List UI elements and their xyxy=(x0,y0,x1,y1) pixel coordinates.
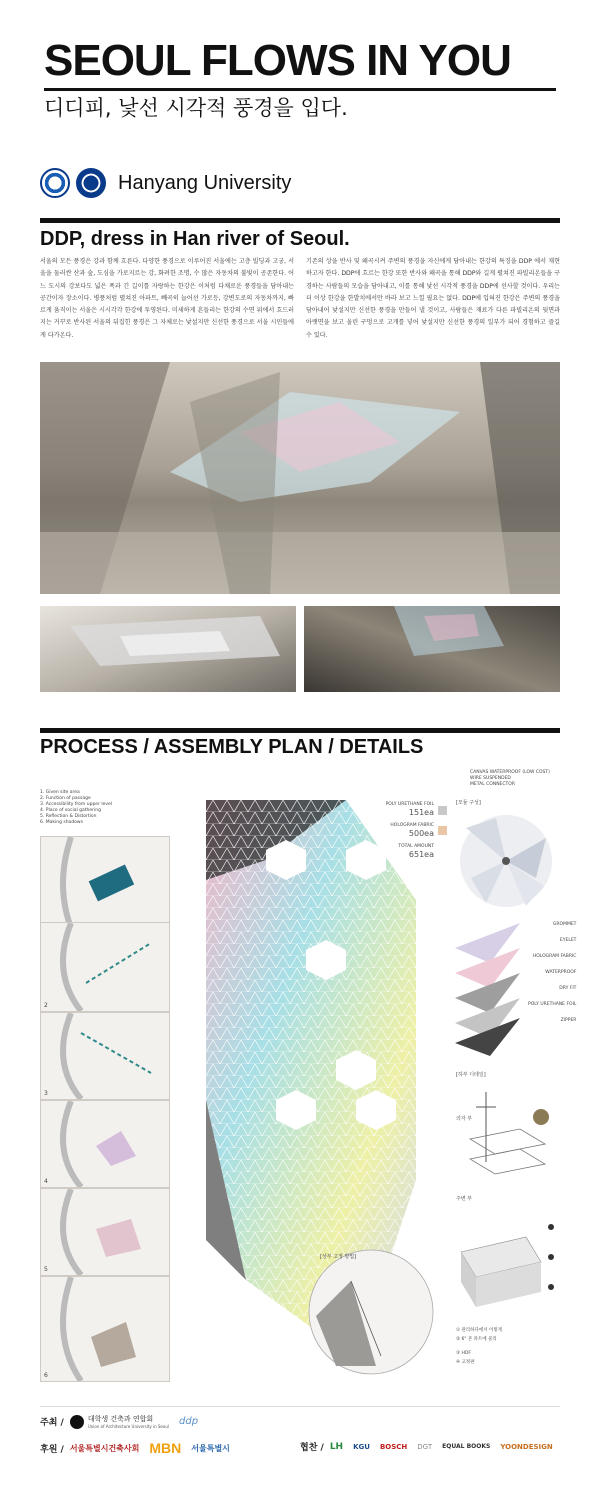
process-thumb: 2 xyxy=(40,922,170,1012)
uaus-logo-icon xyxy=(70,1415,84,1429)
note: 5. Reflection & Distortion xyxy=(40,814,97,819)
material-legend xyxy=(360,802,434,859)
module-top-notes: CANVAS WATERPROOF (LOW COST) WIRE SUSPENDED METAL CONNECTOR xyxy=(470,770,550,787)
legend-value: 151ea xyxy=(408,808,434,817)
note: 6. Making shadows xyxy=(40,820,83,825)
host-org: 대학생 건축과 연합회 xyxy=(87,1415,154,1423)
seat-detail-diagram xyxy=(460,1124,556,1184)
partner-logo: DGT xyxy=(417,1442,433,1451)
process-thumb: 3 xyxy=(40,1012,170,1100)
body-text-right: 기존의 상을 반사 및 왜곡시켜 주변의 풍경을 자신에게 담아내는 한강의 특징을 DDP 에서 재현 하고자 한다. DDP에 흐르는 한강 또한 반사와 왜곡을 통해 DDP와 길게 펼쳐진 파빌리온들을 구경하는 사람들의 모습을 담아내고, 이를 통해 낯선 시각적 풍경을 DDP에 선사할 것이다. 우리는 더 이상 한강을 한발치에서만 바라 보고 느낄 필요는 없다. DDP에 입혀진 한강은 주변의 풍경을 담아내어 낯설지만 신선한 풍경을 만들어 낼 것이고, 사람들은 재료가 다른 파빌리온의 뒷면과 아랫면을 보고 올린 구멍으로 고개를 넣어 낯설지만 신선한 풍경의 일부가 되어 경험하고 즐길 수 있다. xyxy=(306,258,560,339)
sponsor-label: 후원 / xyxy=(40,1444,64,1455)
section-divider xyxy=(40,218,560,223)
bench-diagram xyxy=(456,1222,560,1322)
bottom-detail-label: [하부 디테일] xyxy=(456,1072,486,1078)
ddp-logo: ddp xyxy=(179,1416,199,1427)
note: 1. Given site area xyxy=(40,790,80,795)
fix-method-label: [상부 고정 방법] xyxy=(320,1254,357,1260)
process-thumb: 4 xyxy=(40,1100,170,1188)
partner-logo: YOONDESIGN xyxy=(500,1442,553,1451)
affiliation-row xyxy=(40,168,291,198)
legend-label: POLY URETHANE FOIL xyxy=(385,802,434,807)
partner-logo: LH xyxy=(329,1441,344,1452)
layer-labels: GROMMET EYELET HOLOGRAM FABRIC WATERPROOF DRY FIT POLY URETHANE FOIL ZIPPER xyxy=(528,922,577,1023)
module-label: [모듈 구성] xyxy=(456,800,481,806)
section-heading: DDP, dress in Han river of Seoul. xyxy=(40,228,350,250)
process-thumb: 5 xyxy=(40,1188,170,1276)
partner-label: 협찬 / xyxy=(300,1443,324,1453)
note: 2. Function of passage xyxy=(40,796,91,801)
partner-logo: BOSCH xyxy=(379,1442,408,1451)
note: 3. Accessibility from upper level xyxy=(40,802,113,807)
bottom-items: ① 관리하다에서 이렇게 ② 6" 본 파트에 물리 ③ HOF ④ 고정판 xyxy=(456,1328,503,1365)
sponsor-logo: MBN xyxy=(149,1440,182,1456)
legend-swatch xyxy=(438,806,447,815)
section-divider xyxy=(40,728,560,733)
legend-value: 651ea xyxy=(408,850,434,859)
seat-label: 주변 부 xyxy=(456,1196,473,1202)
university-name: Hanyang University xyxy=(118,171,292,194)
footer-host-row xyxy=(40,1414,198,1429)
note: 4. Place of social gathering xyxy=(40,808,101,813)
partner-logo: EQUAL BOOKS xyxy=(442,1443,491,1450)
sponsor-logo: 서울특별시건축사회 xyxy=(69,1443,140,1453)
footer-sponsor-row xyxy=(40,1440,240,1456)
section-heading: PROCESS / ASSEMBLY PLAN / DETAILS xyxy=(40,736,424,758)
host-label: 주최 / xyxy=(40,1418,64,1428)
seat-label: 의자 부 xyxy=(456,1116,473,1122)
rendering-under-canopy xyxy=(40,606,296,692)
process-thumb: 6 xyxy=(40,1276,170,1382)
rendering-main xyxy=(40,362,560,594)
rendering-night xyxy=(304,606,560,692)
partner-logo: KGU xyxy=(353,1442,370,1451)
sponsor-logo: 서울특별시 xyxy=(191,1443,230,1453)
university-emblem-icon xyxy=(76,168,106,198)
footer-partner-row xyxy=(300,1440,563,1453)
legend-swatch xyxy=(438,826,447,835)
module-diagram xyxy=(456,808,556,914)
fix-detail-callout xyxy=(296,1246,446,1376)
page-title: SEOUL FLOWS IN YOU xyxy=(44,36,511,85)
page-subtitle: 디디피, 낯선 시각적 풍경을 입다. xyxy=(44,96,348,120)
process-notes xyxy=(40,790,112,826)
legend-label: TOTAL AMOUNT xyxy=(398,844,434,849)
host-org-en: Union of Architecture University in Seoul xyxy=(87,1424,169,1429)
body-text-left: 서울의 모든 풍경은 강과 함께 흐른다. 다양한 풍경으로 이루어진 서울에는 고층 빌딩과 고궁, 서울을 둘러싼 산과 숲, 도심을 가로지르는 강, 화려한 조명, 수 많은 자동차의 불빛이 공존한다. 어느 도시의 강보다도 넓은 폭과 긴 길이를 자랑하는 한강은 이처럼 다채로운 풍경들을 담아내는 공간이자 장소이다. 병풍처럼 펼쳐진 아파트, 빼곡히 늘어선 가로등, 강변도로의 자동차까지, 빠르게 움직이는 서울은 시시각각 한강에 투영된다. 미세하게 흔들리는 한강의 수면 위에서 흐드러지는 거꾸로 반사된 서울의 뒤집힌 풍경은 그 자체로는 낯설지만 신선한 풍경으로 서울 시민들에게 다가온다. xyxy=(40,258,294,339)
legend-label: HOLOGRAM FABRIC xyxy=(390,823,434,828)
legend-value: 500ea xyxy=(408,829,434,838)
footer-divider xyxy=(40,1406,560,1407)
seal-icon xyxy=(40,168,70,198)
title-divider xyxy=(44,88,556,91)
